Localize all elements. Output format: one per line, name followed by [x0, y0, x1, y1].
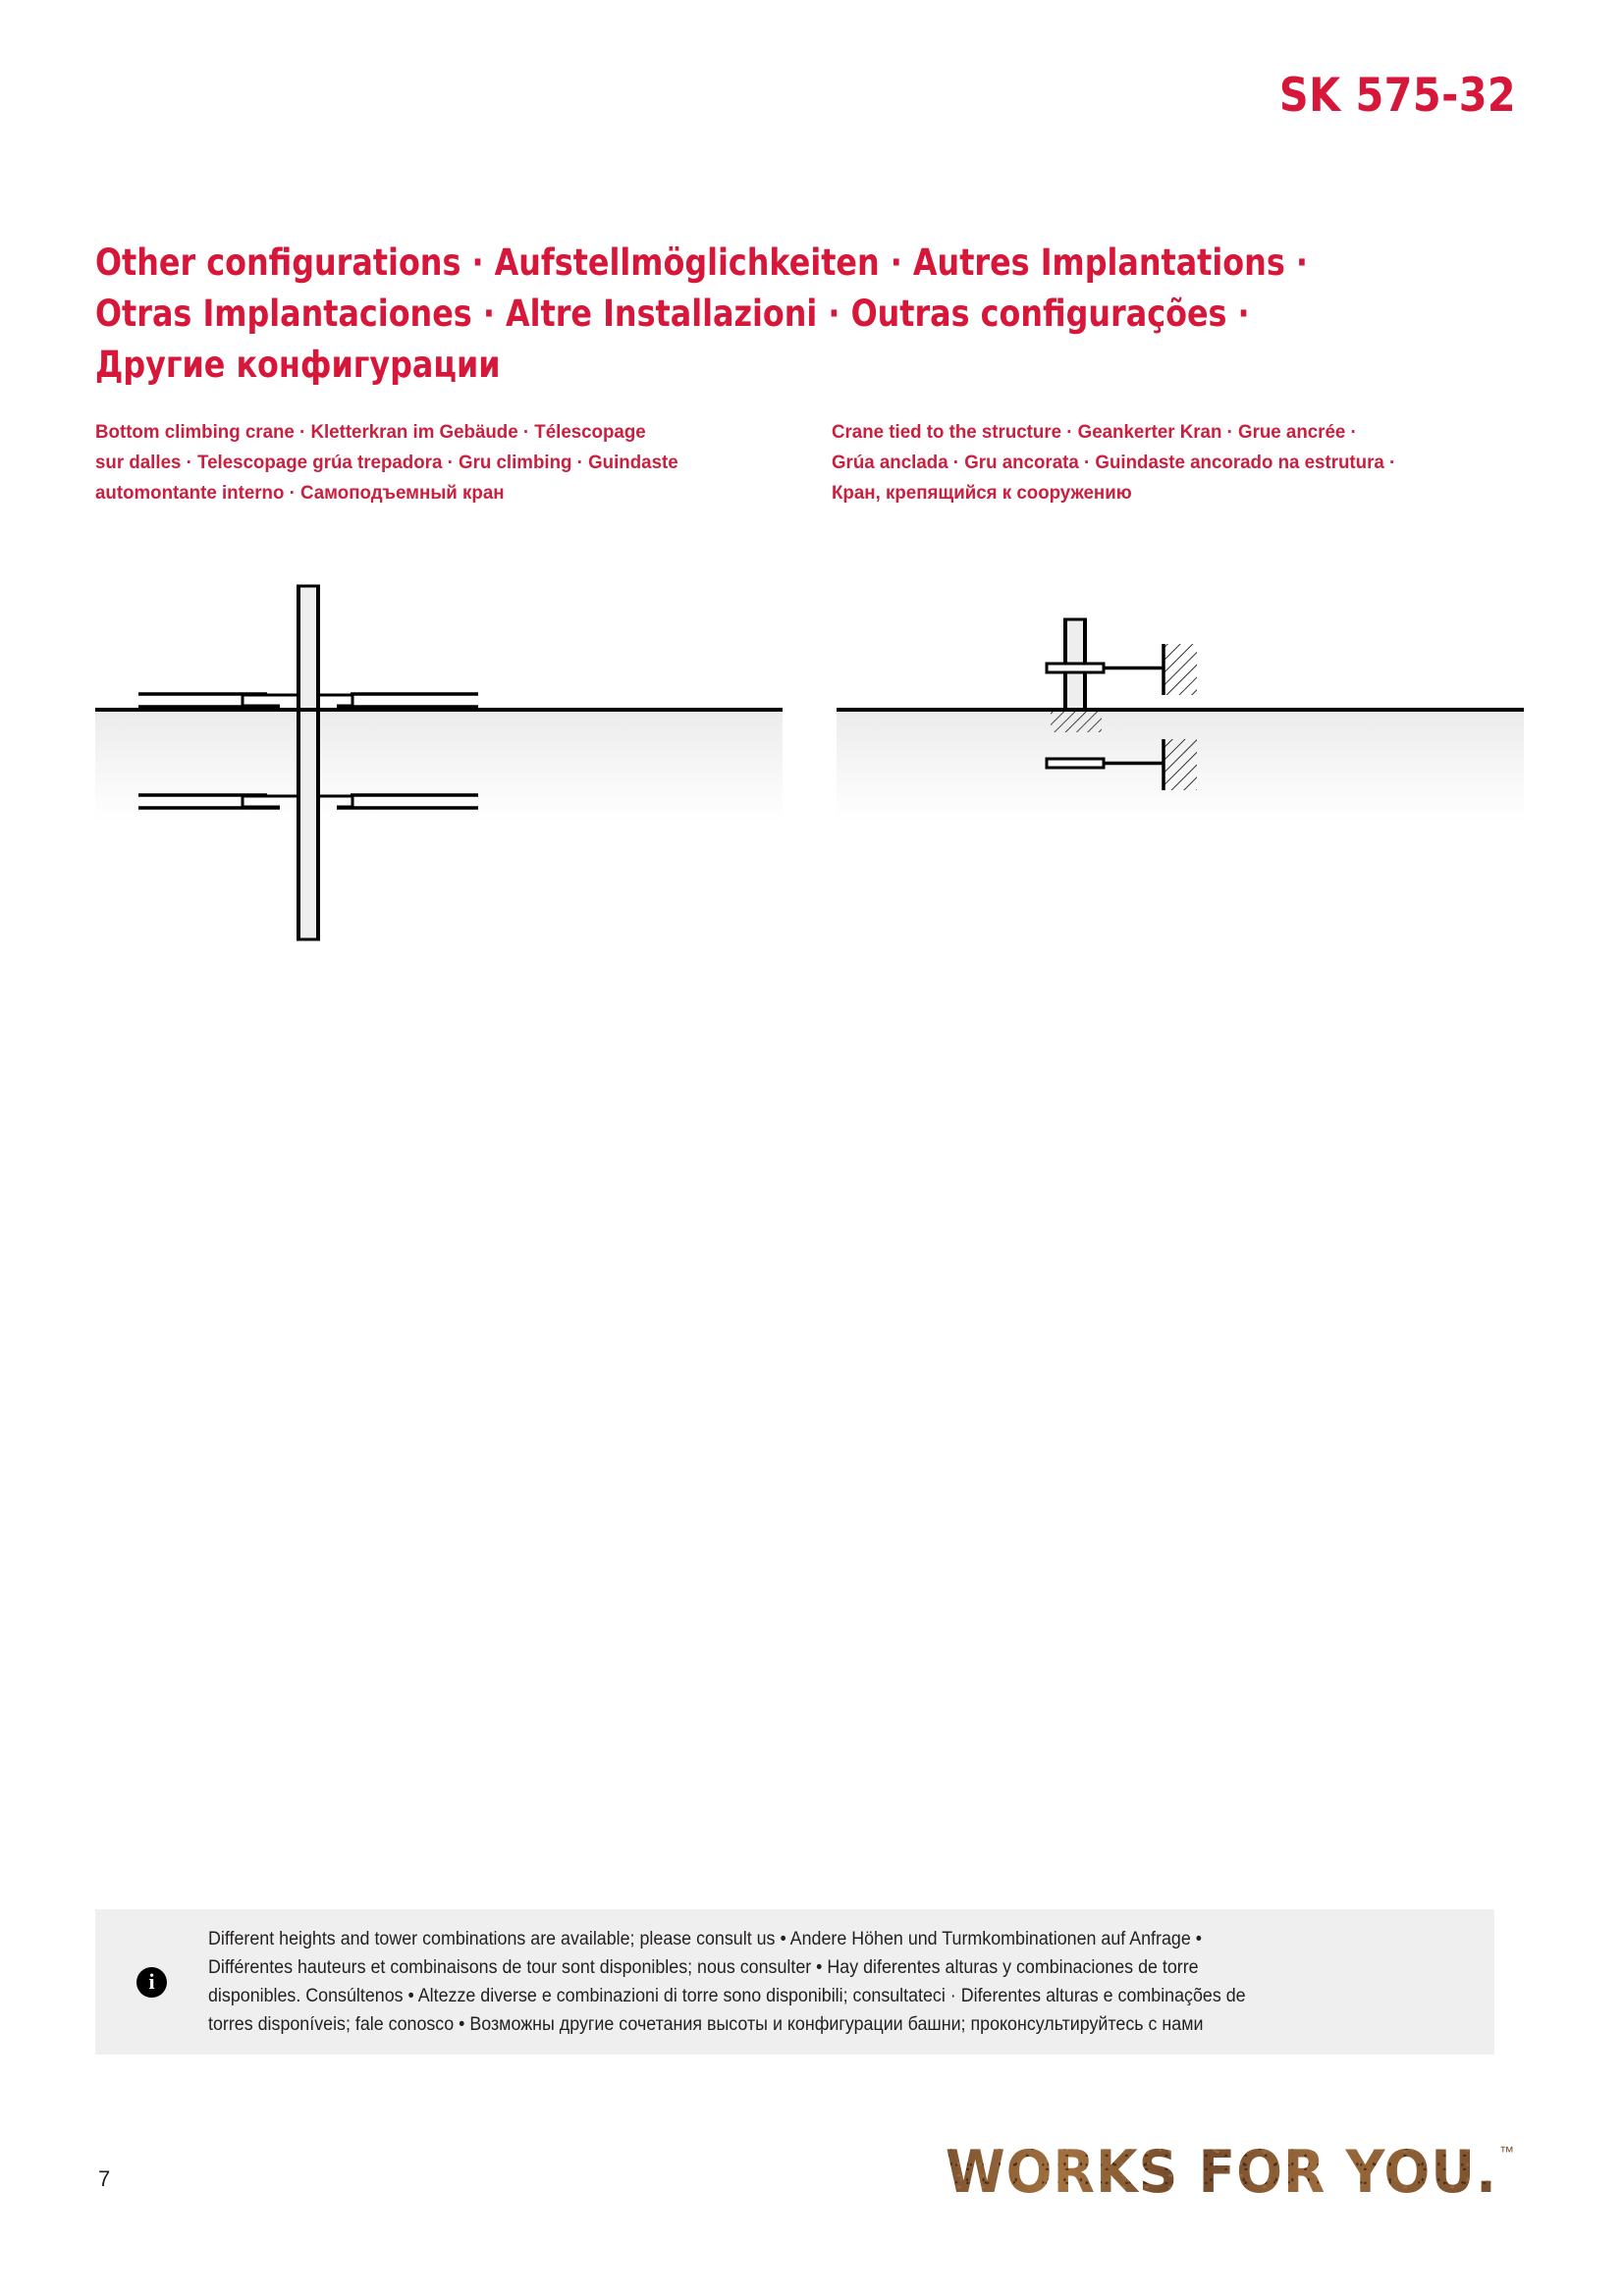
brand-logo-text: WORKS FOR YOU. [945, 2138, 1497, 2207]
mast-base-foundation [1051, 711, 1102, 732]
ground-area [95, 710, 783, 823]
info-icon: i [136, 1967, 167, 1998]
figure-captions [95, 417, 1489, 508]
page-title-line-1: Other configurations · Aufstellmöglichkeiten · Autres Implantations · [95, 241, 1308, 284]
structure-wall-hatch-upper [1164, 644, 1197, 695]
caption-right-line-1: Crane tied to the structure · Geankerter Kran · Grue ancrée · [832, 421, 1357, 443]
brand-logo [897, 2138, 1514, 2207]
caption-left [95, 417, 832, 508]
structure-wall-hatch-lower [1164, 739, 1197, 790]
caption-right [832, 417, 1489, 508]
footnote-line-3: disponibles. Consúltenos • Altezze diverse e combinazioni di torre sono disponibili; consultateci · Diferentes alturas e combinações de [208, 1986, 1246, 2006]
page-header [1247, 69, 1516, 123]
document-code: SK 575-32 [1278, 69, 1516, 123]
footnote-panel [95, 1909, 1494, 2055]
footnote-line-1: Different heights and tower combinations are available; please consult us • Andere Höhen und Turmkombinationen auf Anfrage • [208, 1929, 1202, 1949]
caption-right-line-2: Grúa anclada · Gru ancorata · Guindaste ancorado na estrutura · [832, 452, 1396, 473]
trademark-symbol: ™ [1499, 2144, 1514, 2161]
page-number: 7 [98, 2166, 111, 2191]
figure-bottom-climbing-crane [95, 550, 783, 1217]
caption-left-line-1: Bottom climbing crane · Kletterkran im Gebäude · Télescopage [95, 421, 646, 443]
page-title [95, 238, 1489, 391]
bottom-climbing-crane-drawing [95, 550, 783, 1217]
caption-left-line-2: sur dalles · Telescopage grúa trepadora · Gru climbing · Guindaste [95, 452, 678, 473]
page-title-line-3: Другие конфигурации [95, 344, 501, 386]
page-title-line-2: Otras Implantaciones · Altre Installazioni · Outras configurações · [95, 293, 1250, 335]
footnote-icon-wrap [95, 1967, 208, 1998]
caption-left-line-3: automontante interno · Самоподъемный кран [95, 482, 505, 504]
footnote-line-2: Différentes hauteurs et combinaisons de tour sont disponibles; nous consulter • Hay diferentes alturas y combinaciones de torre [208, 1957, 1199, 1978]
crane-mast [297, 585, 320, 940]
figures-area [95, 550, 1529, 1217]
crane-tied-to-structure-drawing [837, 550, 1524, 1217]
footnote-text [208, 1909, 1341, 2055]
footnote-line-4: torres disponíveis; fale conosco • Возможны другие сочетания высоты и конфигурации башни; проконсультируйтесь с нами [208, 2014, 1204, 2035]
figure-crane-tied-to-structure [837, 550, 1524, 1217]
caption-right-line-3: Кран, крепящийся к сооружению [832, 482, 1132, 504]
